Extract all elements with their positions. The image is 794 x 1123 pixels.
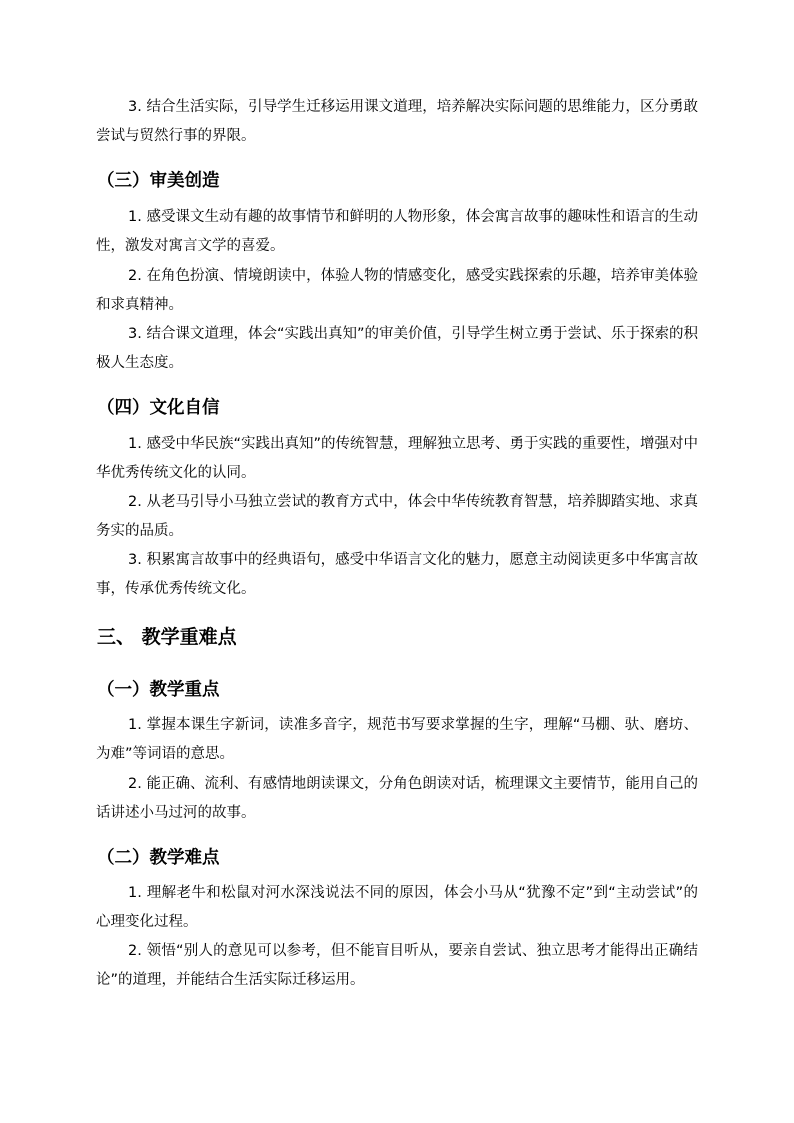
culture-item-3: 3. 积累寓言故事中的经典语句，感受中华语言文化的魅力，愿意主动阅读更多中华寓言故事，传承优秀传统文化。 [96, 552, 698, 597]
chapter-heading-key-difficult: 三、 教学重难点 [97, 626, 237, 648]
difficult-point-item-1: 1. 理解老牛和松鼠对河水深浅说法不同的原因，体会小马从“犹豫不定”到“主动尝试”的心理变化过程。 [96, 885, 698, 930]
section-heading-key-points: （一）教学重点 [97, 680, 220, 700]
difficult-point-item-2: 2. 领悟“别人的意见可以参考，但不能盲目听从，要亲自尝试、独立思考才能得出正确结论”的道理，并能结合生活实际迁移运用。 [96, 943, 698, 988]
culture-item-2: 2. 从老马引导小马独立尝试的教育方式中，体会中华传统教育智慧，培养脚踏实地、求真务实的品质。 [96, 494, 698, 539]
section-heading-difficult-points: （二）教学难点 [97, 848, 220, 868]
aesthetic-item-2: 2. 在角色扮演、情境朗读中，体验人物的情感变化，感受实践探索的乐趣，培养审美体验和求真精神。 [96, 268, 698, 313]
culture-item-1: 1. 感受中华民族“实践出真知”的传统智慧，理解独立思考、勇于实践的重要性，增强对中华优秀传统文化的认同。 [96, 436, 698, 481]
aesthetic-item-1: 1. 感受课文生动有趣的故事情节和鲜明的人物形象，体会寓言故事的趣味性和语言的生动性，激发对寓言文学的喜爱。 [96, 209, 698, 254]
key-point-item-2: 2. 能正确、流利、有感情地朗读课文，分角色朗读对话，梳理课文主要情节，能用自己的话讲述小马过河的故事。 [96, 776, 698, 821]
aesthetic-item-3: 3. 结合课文道理，体会“实践出真知”的审美价值，引导学生树立勇于尝试、乐于探索的积极人生态度。 [96, 326, 698, 371]
objective-item-3: 3. 结合生活实际，引导学生迁移运用课文道理，培养解决实际问题的思维能力，区分勇敢尝试与贸然行事的界限。 [96, 99, 698, 144]
key-point-item-1: 1. 掌握本课生字新词，读准多音字，规范书写要求掌握的生字，理解“马棚、驮、磨坊、为难”等词语的意思。 [96, 717, 698, 762]
section-heading-culture: （四）文化自信 [97, 398, 220, 418]
section-heading-aesthetic: （三）审美创造 [97, 171, 220, 191]
